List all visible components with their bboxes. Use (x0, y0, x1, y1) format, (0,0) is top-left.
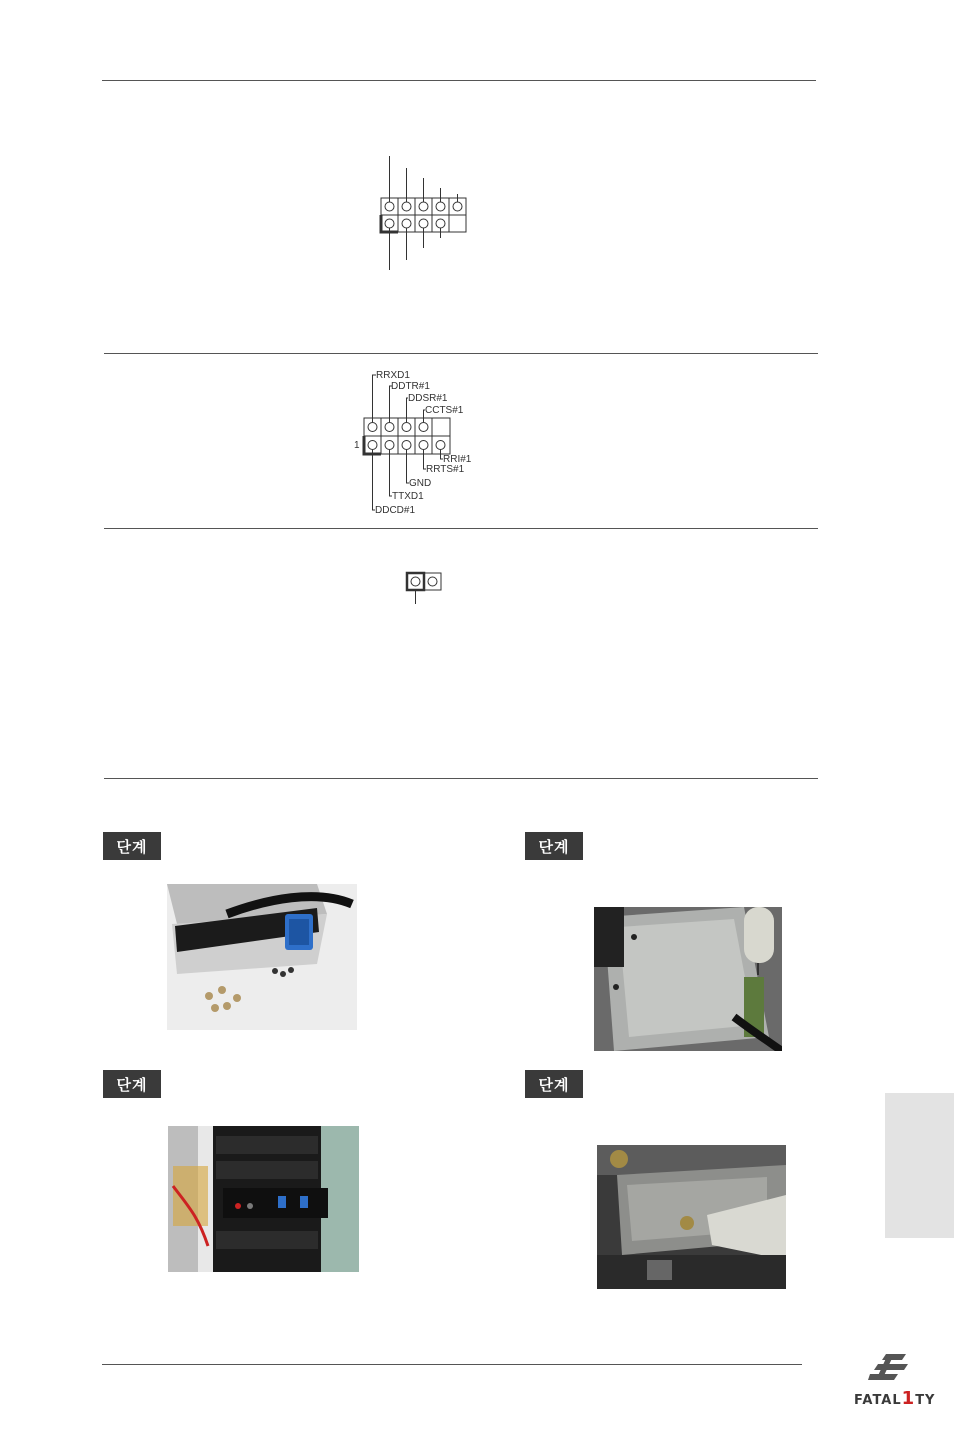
step-badge-2: 단계 (525, 832, 583, 860)
step-photo-bracket (167, 884, 357, 1030)
pin-label-gnd: GND (409, 478, 432, 489)
fatal1ty-logo-icon (868, 1352, 918, 1384)
step-badge-1: 단계 (103, 832, 161, 860)
step-photo-bay-screws (597, 1145, 786, 1289)
pin-label-rri1: RRI#1 (443, 454, 472, 465)
pin-label-ttxd1: TTXD1 (392, 491, 424, 502)
section-rule-2 (104, 528, 818, 529)
bottom-rule (102, 1364, 802, 1365)
step-badge-3: 단계 (103, 1070, 161, 1098)
step-photo-chassis-install (168, 1126, 359, 1272)
pin-header-diagram-1 (375, 150, 475, 280)
pin-label-ddsr1: DDSR#1 (408, 393, 448, 404)
pin-label-ccts1: CCTS#1 (425, 405, 464, 416)
pin-label-rrts1: RRTS#1 (426, 464, 465, 475)
section-rule-3 (104, 778, 818, 779)
side-language-tab (885, 1093, 954, 1238)
top-rule (102, 80, 816, 81)
pin-label-ddcd1: DDCD#1 (375, 505, 416, 516)
pin1-marker: 1 (354, 440, 360, 451)
two-pin-header-diagram (400, 568, 450, 608)
pin-label-rrxd1: RRXD1 (376, 370, 410, 381)
step-photo-screwing-drive (594, 907, 782, 1051)
section-rule-1 (104, 353, 818, 354)
step-badge-4: 단계 (525, 1070, 583, 1098)
pin-label-ddtr1: DDTR#1 (391, 381, 430, 392)
fatal1ty-logo-text: FATAL1TY (854, 1388, 936, 1409)
